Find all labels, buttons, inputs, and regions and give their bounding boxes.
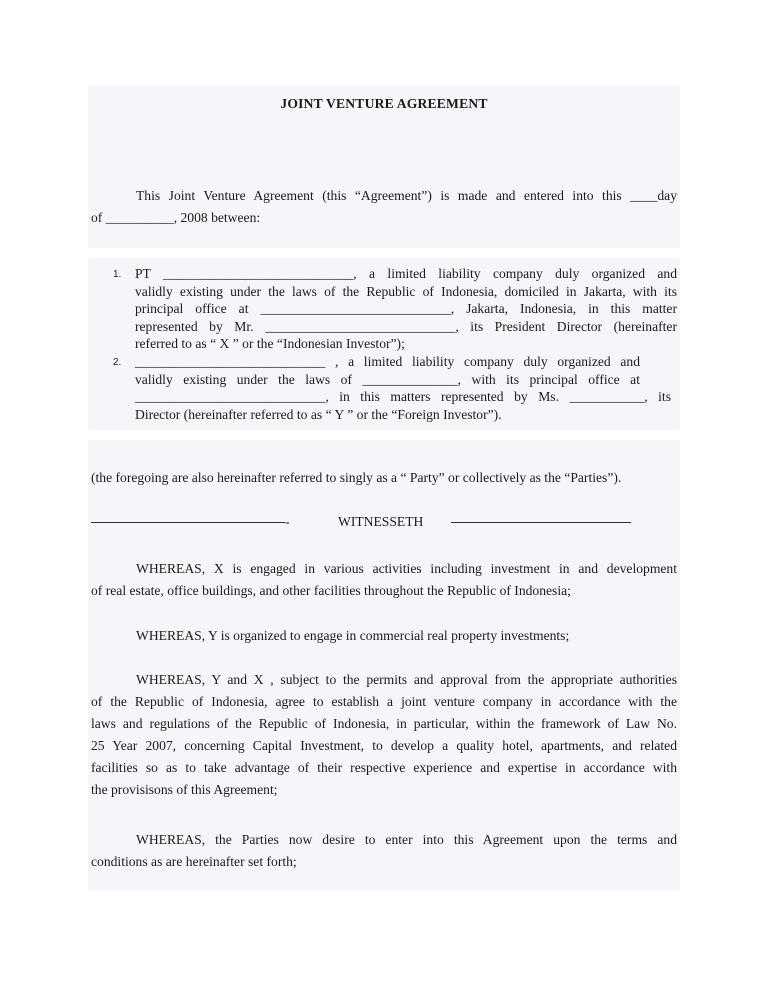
party-1-line: referred to as “ X ” or the “Indonesian Investor”); (135, 336, 405, 352)
party-1-line: PT ____________________________, a limited liability company duly organized and (135, 266, 677, 281)
whereas-3-line: 25 Year 2007, concerning Capital Investment, to develop a quality hotel, apartments, and related (91, 738, 677, 753)
party-1-line: represented by Mr. ____________________________, its President Director (hereinafter (135, 318, 677, 334)
witnesseth-rule-left (91, 522, 285, 523)
whereas-clause-3 (91, 669, 677, 801)
witnesseth-heading: WITNESSETH (338, 514, 424, 529)
whereas-3-line: of the Republic of Indonesia, agree to establish a joint venture company in accordance with the (91, 694, 677, 709)
whereas-clause-4 (91, 829, 677, 873)
whereas-clause-2 (91, 625, 677, 647)
party-2-line: ____________________________, in this matters represented by Ms. ___________, its (135, 389, 671, 405)
whereas-3-line: laws and regulations of the Republic of Indonesia, in particular, within the framework of Law No. (91, 716, 677, 731)
whereas-4-line: conditions as are hereinafter set forth; (91, 854, 297, 869)
intro-paragraph (91, 185, 677, 229)
whereas-clause-1 (91, 558, 677, 602)
whereas-3-line: WHEREAS, Y and X , subject to the permits and approval from the appropriate authorities (136, 672, 677, 687)
party-1-paragraph (135, 265, 677, 353)
party-2-line: validly existing under the laws of ______________, with its principal office at (135, 371, 640, 387)
party-2-line: ____________________________ , a limited liability company duly organized and (135, 354, 640, 369)
party-2-line: Director (hereinafter referred to as “ Y ” or the “Foreign Investor”). (135, 406, 502, 422)
whereas-2-line: WHEREAS, Y is organized to engage in commercial real property investments; (136, 628, 570, 643)
party-1-line: principal office at ____________________________, Jakarta, Indonesia, in this matter (135, 301, 677, 317)
foregoing-statement: (the foregoing are also hereinafter referred to singly as a “ Party” or collectively as the “Parties”). (91, 470, 622, 485)
whereas-1-line: WHEREAS, X is engaged in various activities including investment in and development (136, 561, 677, 576)
whereas-3-line: facilities so as to take advantage of their respective experience and expertise in accordance with (91, 760, 677, 775)
witnesseth-rule-right (451, 522, 631, 523)
document-title: JOINT VENTURE AGREEMENT (280, 96, 488, 111)
whereas-4-line: WHEREAS, the Parties now desire to enter into this Agreement upon the terms and (136, 832, 677, 847)
whereas-1-line: of real estate, office buildings, and other facilities throughout the Republic of Indonesia; (91, 583, 571, 598)
party-number-1: 1. (113, 269, 122, 280)
party-number-2: 2. (113, 357, 122, 368)
intro-line-1: This Joint Venture Agreement (this “Agreement”) is made and entered into this ____day (136, 188, 677, 203)
party-1-line: validly existing under the laws of the Republic of Indonesia, domiciled in Jakarta, with its (135, 283, 677, 299)
party-2-paragraph (135, 353, 677, 423)
witnesseth-dash: - (285, 514, 290, 529)
shade-body (88, 440, 680, 890)
whereas-3-line: the provisisons of this Agreement; (91, 782, 278, 797)
intro-line-2: of __________, 2008 between: (91, 210, 261, 225)
